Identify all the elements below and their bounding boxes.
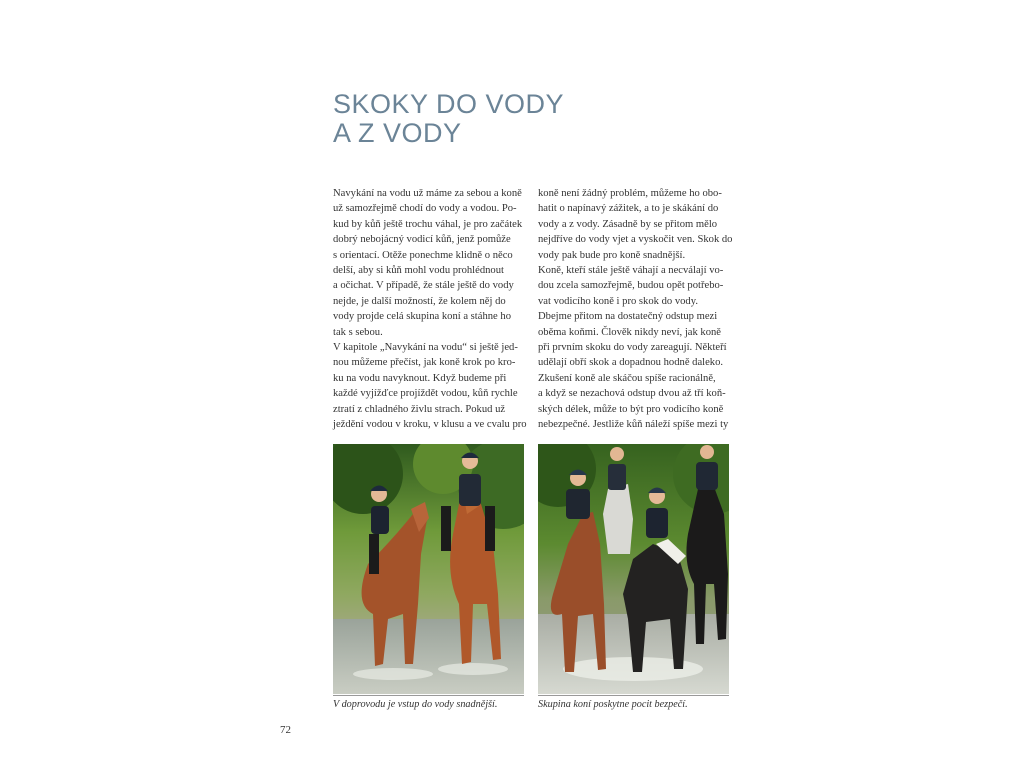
text-line: ských délek, může to být pro vodicího koně (538, 403, 724, 415)
text-line: nejde, je další možností, že kolem něj do (333, 295, 506, 307)
photo-group-of-riders (538, 444, 729, 694)
text-column-right (538, 186, 736, 433)
caption-rule (538, 695, 729, 696)
photo-two-riders-in-water (333, 444, 524, 694)
text-line: vody a z vody. Zásadně by se přitom mělo (538, 218, 718, 230)
text-line: udělají obří skok a dopadnou hodně daleko. (538, 357, 724, 369)
chapter-title-line-2: A Z VODY (333, 118, 462, 148)
text-line: a když se nezachová odstup dvou až tří koň- (538, 388, 726, 400)
chapter-title-line-1: SKOKY DO VODY (333, 89, 565, 119)
text-line: kud by kůň ještě trochu váhal, je pro začátek (333, 218, 523, 230)
text-line: ztratí z chladného živlu strach. Pokud už (333, 403, 506, 415)
text-line: tak s sebou. (333, 326, 383, 338)
text-line: nejdříve do vody vjet a vyskočit ven. Skok do (538, 234, 733, 246)
photo-illustration (333, 444, 524, 694)
text-line: hatit o napínavý zážitek, a to je skákání do (538, 203, 719, 215)
text-line: Zkušení koně ale skáčou spíše racionálně, (538, 372, 716, 384)
text-line: s orientací. Otěže ponechme klidně o něco (333, 249, 513, 261)
text-line: nebezpečné. Jestliže kůň náleží spíše mezi ty (538, 419, 729, 431)
text-line: dou zcela samozřejmě, budou opět potřebo- (538, 280, 724, 292)
text-line: dobrý nebojácný vodicí kůň, jenž pomůže (333, 234, 511, 246)
text-line: koně není žádný problém, můžeme ho obo- (538, 188, 722, 199)
text-line: vat vodicího koně i pro skok do vody. (538, 295, 698, 307)
photo-illustration (538, 444, 729, 694)
text-line: Navykání na vodu už máme za sebou a koně (333, 188, 522, 199)
text-line: ku na vodu navyknout. Když budeme při (333, 372, 507, 384)
text-line: a očichat. V případě, že stále ještě do vody (333, 280, 514, 292)
text-line: V kapitole „Navykání na vodu“ si ještě jed- (333, 342, 518, 354)
chapter-title (333, 90, 733, 148)
text-line: vody pak bude pro koně snadnější. (538, 249, 686, 261)
caption-rule (333, 695, 524, 696)
text-line: nou můžeme přečíst, jak koně krok po kro- (333, 357, 516, 369)
text-line: delší, aby si kůň mohl vodu prohlédnout (333, 265, 504, 277)
text-line: ježdění vodou v kroku, v klusu a ve cvalu pro (333, 419, 527, 431)
text-line: už samozřejmě chodí do vody a vodou. Po- (333, 203, 517, 215)
text-line: oběma koňmi. Člověk nikdy neví, jak koně (538, 326, 722, 338)
text-line: každé vyjížďce projíždět vodou, kůň rychle (333, 388, 518, 400)
photo-caption: Skupina koní poskytne pocit bezpečí. (538, 699, 688, 710)
text-line: Dbejme přitom na dostatečný odstup mezi (538, 311, 718, 323)
text-column-left (333, 186, 531, 433)
text-line: Koně, kteří stále ještě váhají a necválají vo- (538, 265, 724, 277)
photo-caption: V doprovodu je vstup do vody snadnější. (333, 699, 498, 710)
text-line: vody projde celá skupina koní a stáhne ho (333, 311, 511, 323)
page-number: 72 (280, 724, 291, 736)
text-line: při prvním skoku do vody zareagují. Někteří (538, 342, 727, 354)
